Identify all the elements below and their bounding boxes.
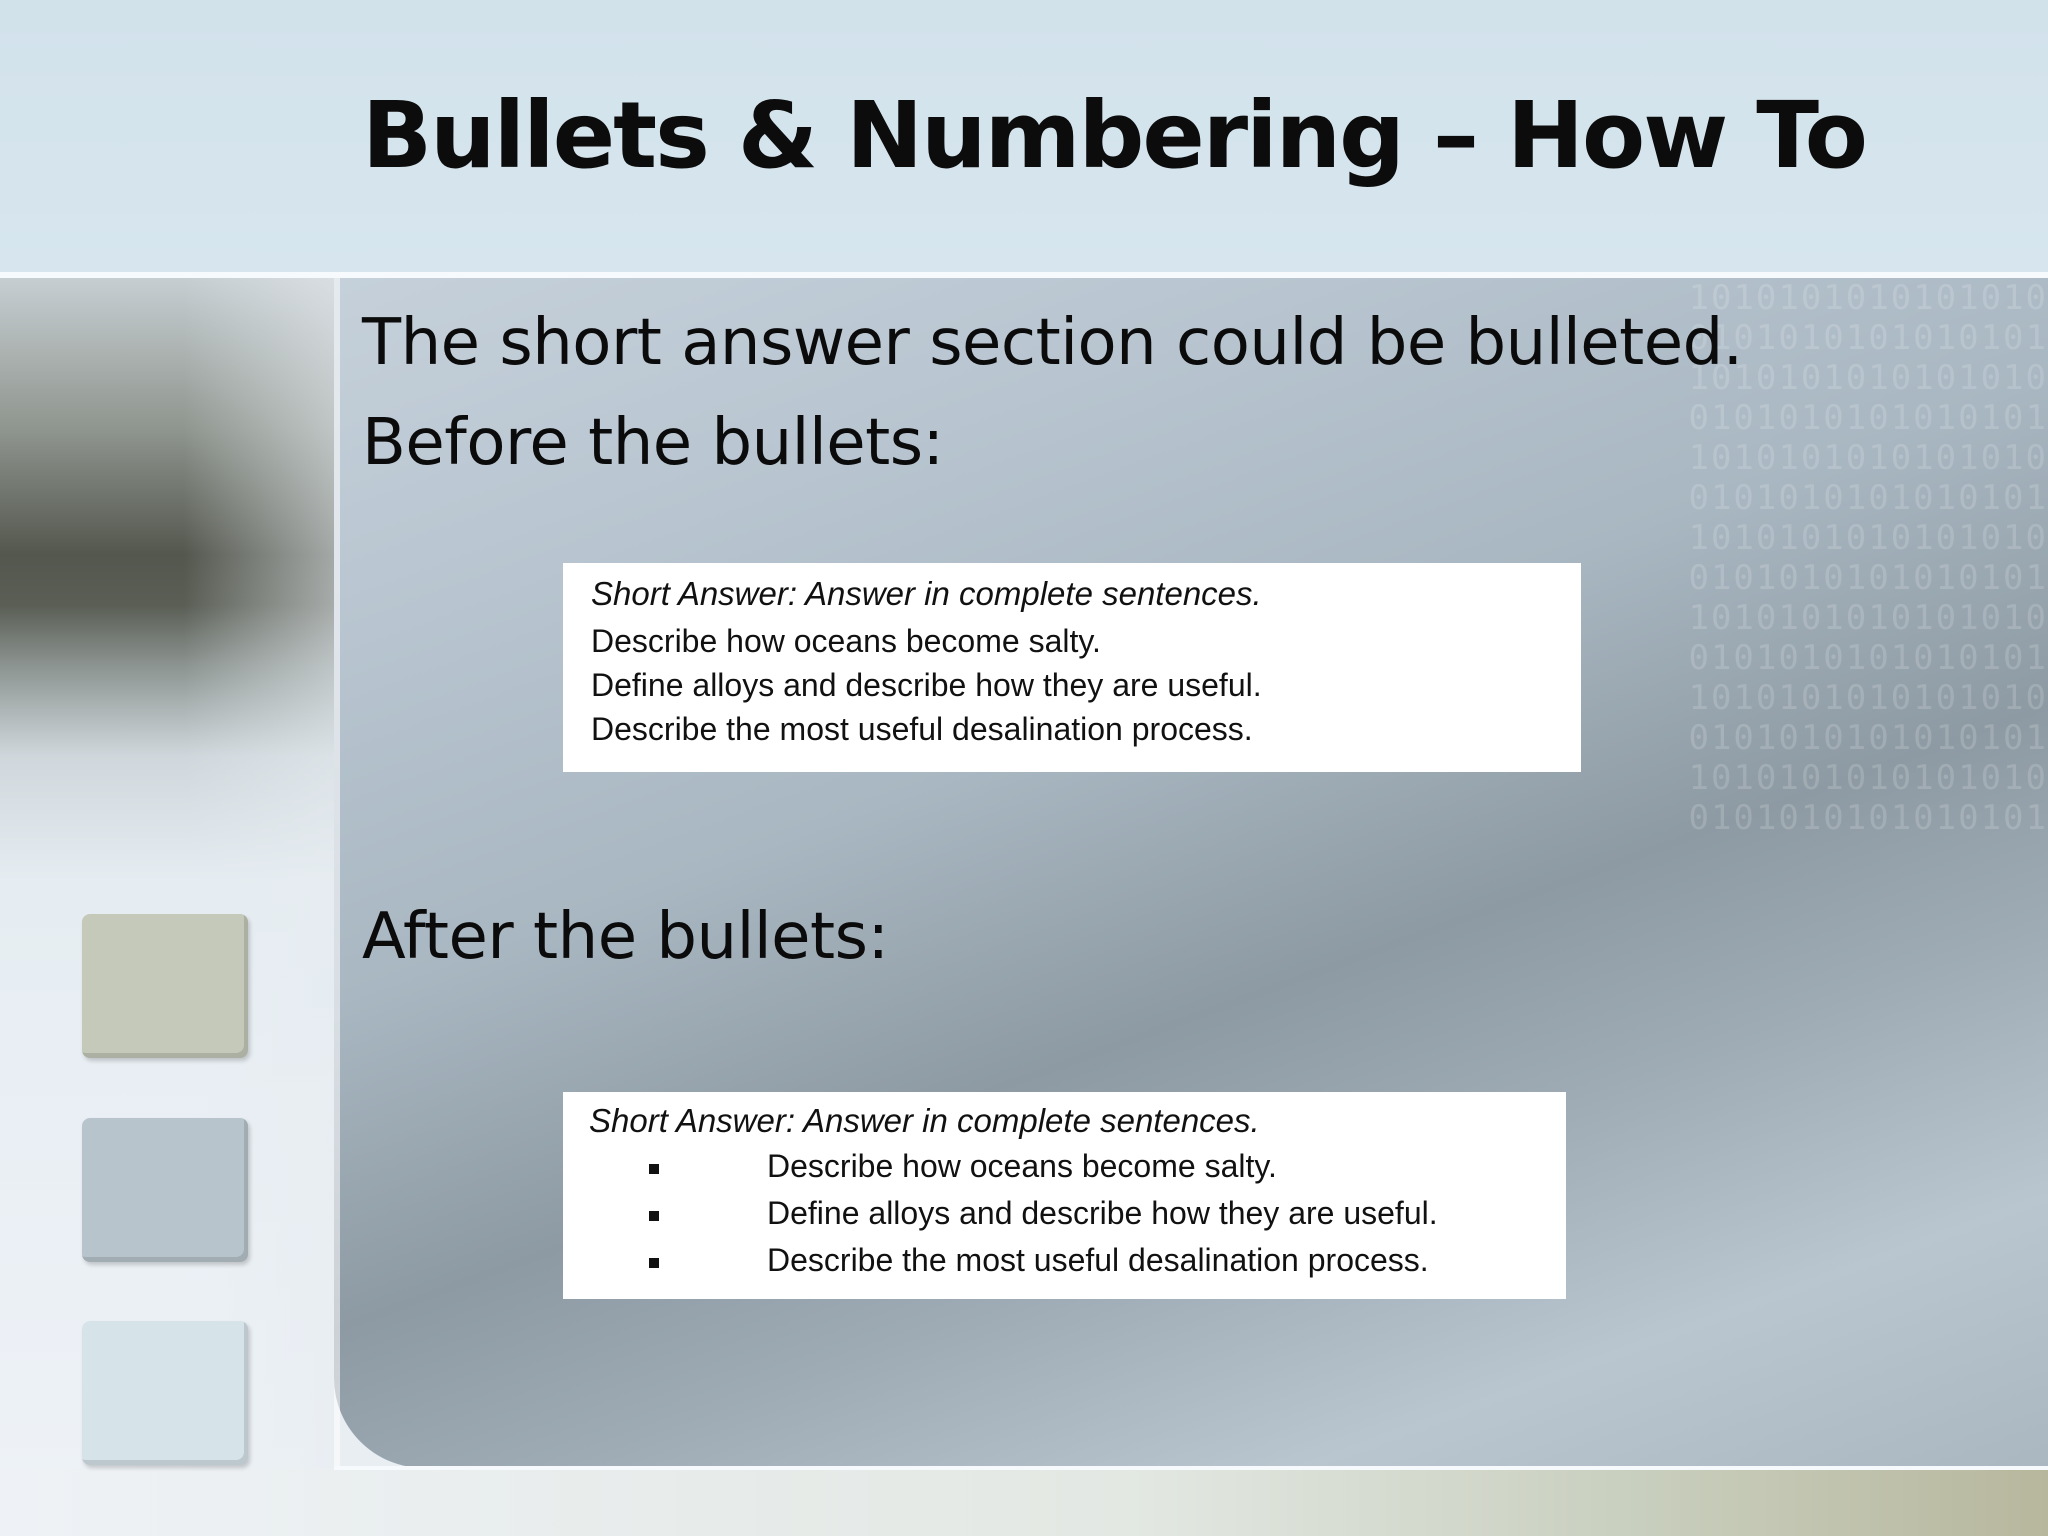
slide-title: Bullets & Numbering – How To bbox=[362, 82, 1867, 189]
square-bullet-icon bbox=[649, 1164, 659, 1174]
after-item-text: Describe the most useful desalination process. bbox=[767, 1242, 1429, 1278]
after-item-text: Describe how oceans become salty. bbox=[767, 1148, 1277, 1184]
decorative-square-2 bbox=[82, 1118, 248, 1262]
after-item-text: Define alloys and describe how they are useful. bbox=[767, 1195, 1438, 1231]
panel-edge bbox=[334, 278, 340, 1468]
decorative-square-1 bbox=[82, 914, 248, 1058]
decorative-square-3 bbox=[82, 1321, 248, 1465]
after-bullets-screenshot bbox=[563, 1092, 1566, 1299]
square-bullet-icon bbox=[649, 1258, 659, 1268]
before-item: Define alloys and describe how they are useful. bbox=[591, 667, 1262, 703]
bottom-divider bbox=[334, 1466, 2048, 1470]
body-line-short-answer: The short answer section could be bulleted. bbox=[362, 306, 1743, 380]
before-header: Short Answer: Answer in complete sentences. bbox=[591, 575, 1262, 612]
body-line-after: After the bullets: bbox=[362, 900, 889, 974]
bottom-bar bbox=[0, 1468, 2048, 1536]
body-line-before: Before the bullets: bbox=[362, 406, 944, 480]
before-item: Describe the most useful desalination process. bbox=[591, 711, 1253, 747]
square-bullet-icon bbox=[649, 1211, 659, 1221]
before-item: Describe how oceans become salty. bbox=[591, 623, 1101, 659]
binary-pattern-decoration: 1010101010101010 0101010101010101 1010101010101010 0101010101010101 1010101010101010 0101010101010101 1010101010101010 0101010101010101 1010101010101010 0101010101010101 1010101010101010 0101010101010101 1010101010101010 0101010101010101 bbox=[1688, 278, 2048, 838]
after-header: Short Answer: Answer in complete sentences. bbox=[589, 1102, 1260, 1139]
before-bullets-screenshot bbox=[563, 563, 1581, 772]
